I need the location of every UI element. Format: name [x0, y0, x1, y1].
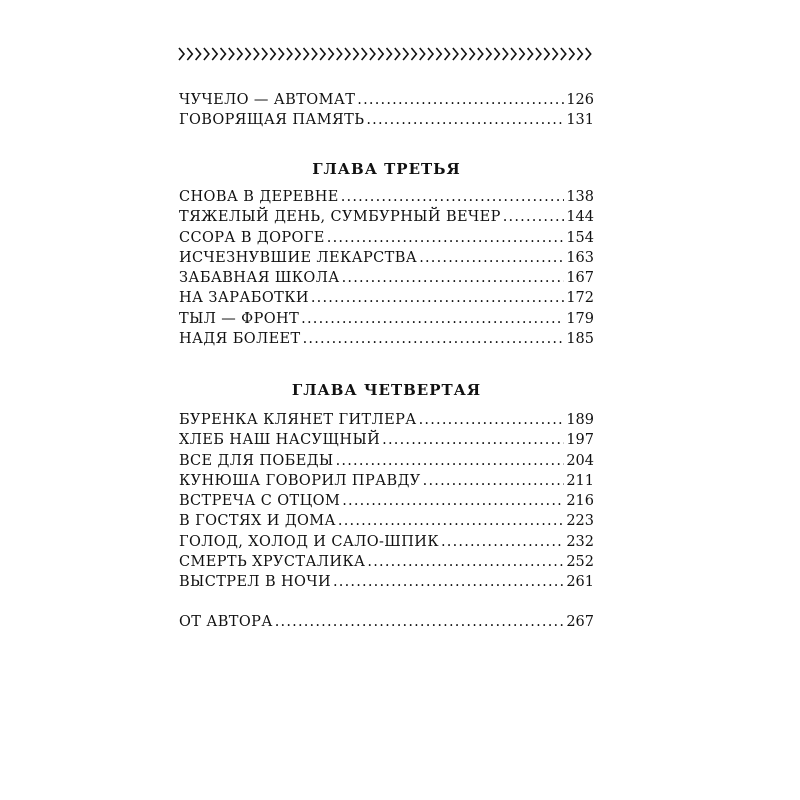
dot-leader — [419, 248, 564, 268]
toc-entry[interactable] — [179, 268, 594, 288]
dot-leader — [503, 207, 565, 227]
toc-entry[interactable] — [179, 451, 594, 471]
toc-entry-title: В ГОСТЯХ И ДОМА — [179, 513, 336, 530]
toc-entry-page: 131 — [566, 112, 594, 129]
chevron-ornament-band — [178, 46, 594, 62]
toc-entry-title: ХЛЕБ НАШ НАСУЩНЫЙ — [179, 432, 381, 449]
toc-entry[interactable] — [179, 187, 594, 207]
toc-entry-page: 167 — [566, 270, 594, 287]
dot-leader — [367, 552, 564, 572]
dot-leader — [303, 329, 565, 349]
toc-entry-title: ВЫСТРЕЛ В НОЧИ — [179, 574, 331, 591]
toc-entry[interactable] — [179, 207, 594, 227]
dot-leader — [441, 532, 564, 552]
toc-entry[interactable] — [179, 288, 594, 308]
toc-entry[interactable] — [179, 491, 594, 511]
toc-entry-page: 232 — [566, 533, 594, 550]
toc-entry-title: КУНЮША ГОВОРИЛ ПРАВДУ — [179, 472, 421, 489]
dot-leader — [275, 612, 565, 632]
chapter-heading: ГЛАВА ТРЕТЬЯ — [312, 160, 461, 178]
toc-entry[interactable] — [179, 329, 594, 349]
toc-entry-page: 185 — [566, 331, 594, 348]
toc-entry-title: НАДЯ БОЛЕЕТ — [179, 331, 301, 348]
toc-entry-page: 261 — [566, 574, 594, 591]
toc-section-chapter4 — [179, 410, 594, 593]
toc-entry-title: ГОЛОД, ХОЛОД И САЛО-ШПИК — [179, 533, 439, 550]
dot-leader — [342, 268, 565, 288]
toc-entry[interactable] — [179, 228, 594, 248]
toc-entry-title: ГОВОРЯЩАЯ ПАМЯТЬ — [179, 112, 365, 129]
toc-entry[interactable] — [179, 471, 594, 491]
toc-entry-page: 172 — [566, 290, 594, 307]
toc-entry-title: НА ЗАРАБОТКИ — [179, 290, 309, 307]
toc-entry-title: ВСЕ ДЛЯ ПОБЕДЫ — [179, 452, 334, 469]
toc-entry[interactable] — [179, 612, 594, 632]
dot-leader — [357, 90, 564, 110]
toc-entry[interactable] — [179, 552, 594, 572]
toc-entry[interactable] — [179, 532, 594, 552]
toc-entry[interactable] — [179, 410, 594, 430]
toc-section-top — [179, 90, 594, 131]
toc-entry-title: ЗАБАВНАЯ ШКОЛА — [179, 270, 340, 287]
dot-leader — [301, 309, 564, 329]
toc-entry-page: 179 — [566, 310, 594, 327]
toc-entry-title: ОТ АВТОРА — [179, 614, 273, 630]
toc-entry-title: БУРЕНКА КЛЯНЕТ ГИТЛЕРА — [179, 412, 417, 428]
dot-leader — [423, 471, 565, 491]
toc-entry[interactable] — [179, 110, 594, 130]
toc-entry[interactable] — [179, 309, 594, 329]
dot-leader — [311, 288, 564, 308]
toc-entry-title: ТЫЛ — ФРОНТ — [179, 310, 300, 327]
toc-section-chapter3 — [179, 187, 594, 349]
toc-entry-page: 267 — [566, 614, 594, 630]
toc-entry-page: 216 — [566, 493, 594, 510]
toc-entry-page: 252 — [566, 554, 594, 571]
toc-entry-title: СНОВА В ДЕРЕВНЕ — [179, 189, 339, 205]
toc-entry-page: 197 — [566, 432, 594, 449]
toc-entry-title: ССОРА В ДОРОГЕ — [179, 229, 325, 246]
dot-leader — [366, 110, 564, 130]
toc-entry[interactable] — [179, 430, 594, 450]
dot-leader — [382, 430, 564, 450]
chapter-heading: ГЛАВА ЧЕТВЕРТАЯ — [291, 381, 482, 399]
toc-entry-title: ИСЧЕЗНУВШИЕ ЛЕКАРСТВА — [179, 249, 418, 266]
toc-entry-title: ЧУЧЕЛО — АВТОМАТ — [179, 92, 356, 108]
toc-entry-page: 211 — [566, 472, 594, 489]
toc-entry-page: 126 — [566, 92, 594, 108]
toc-entry-title: ТЯЖЕЛЫЙ ДЕНЬ, СУМБУРНЫЙ ВЕЧЕР — [179, 209, 501, 226]
toc-entry-page: 144 — [566, 209, 594, 226]
toc-entry-title: СМЕРТЬ ХРУСТАЛИКА — [179, 554, 366, 571]
dot-leader — [336, 451, 565, 471]
dot-leader — [419, 410, 565, 430]
dot-leader — [327, 228, 565, 248]
toc-entry[interactable] — [179, 248, 594, 268]
dot-leader — [341, 187, 565, 207]
toc-entry[interactable] — [179, 511, 594, 531]
toc-entry-page: 189 — [566, 412, 594, 428]
toc-section-afterword — [179, 612, 594, 632]
dot-leader — [338, 511, 564, 531]
toc-entry-page: 154 — [566, 229, 594, 246]
toc-entry-title: ВСТРЕЧА С ОТЦОМ — [179, 493, 341, 510]
dot-leader — [333, 572, 564, 592]
toc-entry-page: 204 — [566, 452, 594, 469]
dot-leader — [342, 491, 564, 511]
toc-entry[interactable] — [179, 572, 594, 592]
toc-entry-page: 223 — [566, 513, 594, 530]
toc-entry[interactable] — [179, 90, 594, 110]
toc-entry-page: 138 — [566, 189, 594, 205]
toc-entry-page: 163 — [566, 249, 594, 266]
